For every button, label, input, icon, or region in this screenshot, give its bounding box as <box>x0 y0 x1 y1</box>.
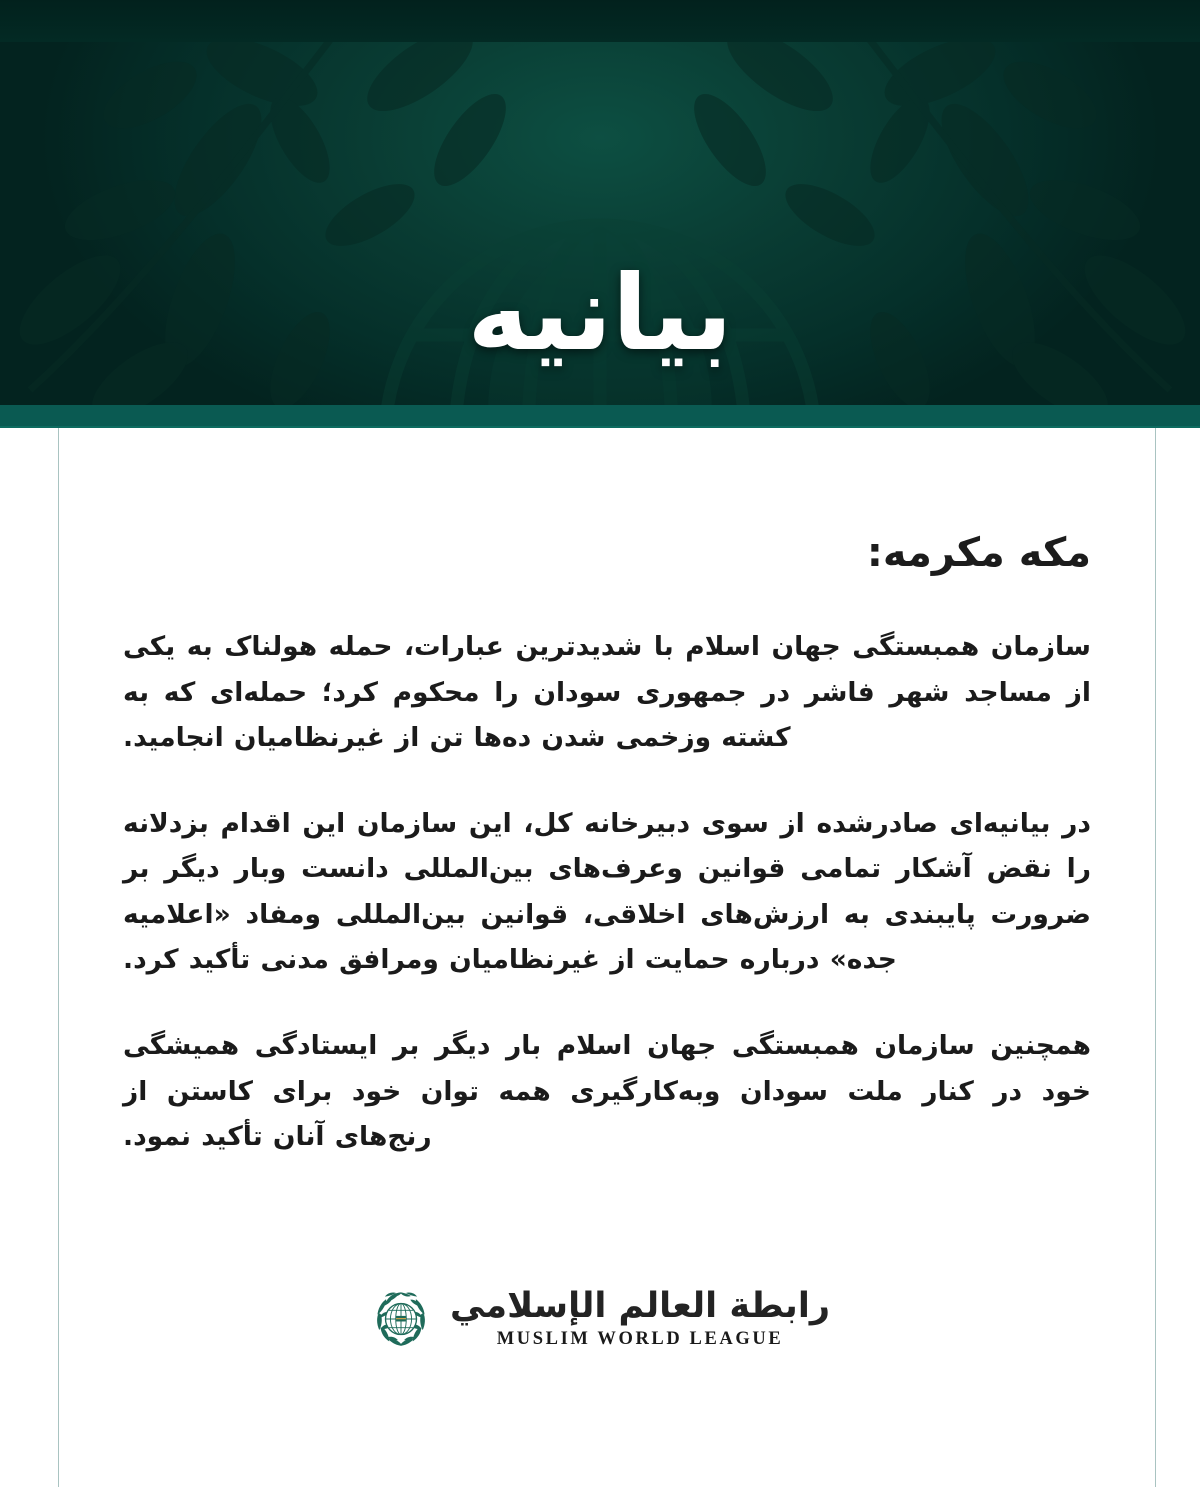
page-title: بیانیه <box>467 252 733 374</box>
header-teal-band <box>0 405 1200 428</box>
salutation: مکه مکرمه: <box>866 530 1091 576</box>
statement-paragraph-3: همچنین سازمان همبستگی جهان اسلام بار دیگر بر ایستادگی همیشگی خود در کنار ملت سودان وبه‌کارگیری همه توان خود برای کاستن از رنج‌های آنان تأکید نمود. <box>123 1030 1091 1153</box>
logo-english-name: MUSLIM WORLD LEAGUE <box>496 1328 784 1349</box>
logo-arabic-name: رابطة العالم الإسلامي <box>450 1285 830 1326</box>
header-top-shade <box>0 0 1200 42</box>
statement-paragraph-1: سازمان همبستگی جهان اسلام با شدیدترین عبارات، حمله هولناک به یکی از مساجد شهر فاشر در جمهوری سودان را محکوم کرد؛ حمله‌ای که به کشته وزخمی شدن ده‌ها تن از غیرنظامیان انجامید. <box>123 631 1091 754</box>
muslim-world-league-logo <box>0 1285 1200 1350</box>
statement-paragraph-2: در بیانیه‌ای صادرشده از سوی دبیرخانه کل، این سازمان این اقدام بزدلانه را نقض آشکار تمامی قوانین وعرف‌های بین‌المللی دانست وبار دیگر بر ضرورت پایبندی به ارزش‌های اخلاقی، قوانین بین‌المللی ومفاد «اعلامیه جده» درباره حمایت از غیرنظامیان ومرافق مدنی تأکید کرد. <box>123 807 1091 976</box>
page-header <box>0 0 1200 405</box>
logo-wordmark <box>450 1285 830 1350</box>
globe-wreath-emblem-icon <box>370 1288 432 1350</box>
